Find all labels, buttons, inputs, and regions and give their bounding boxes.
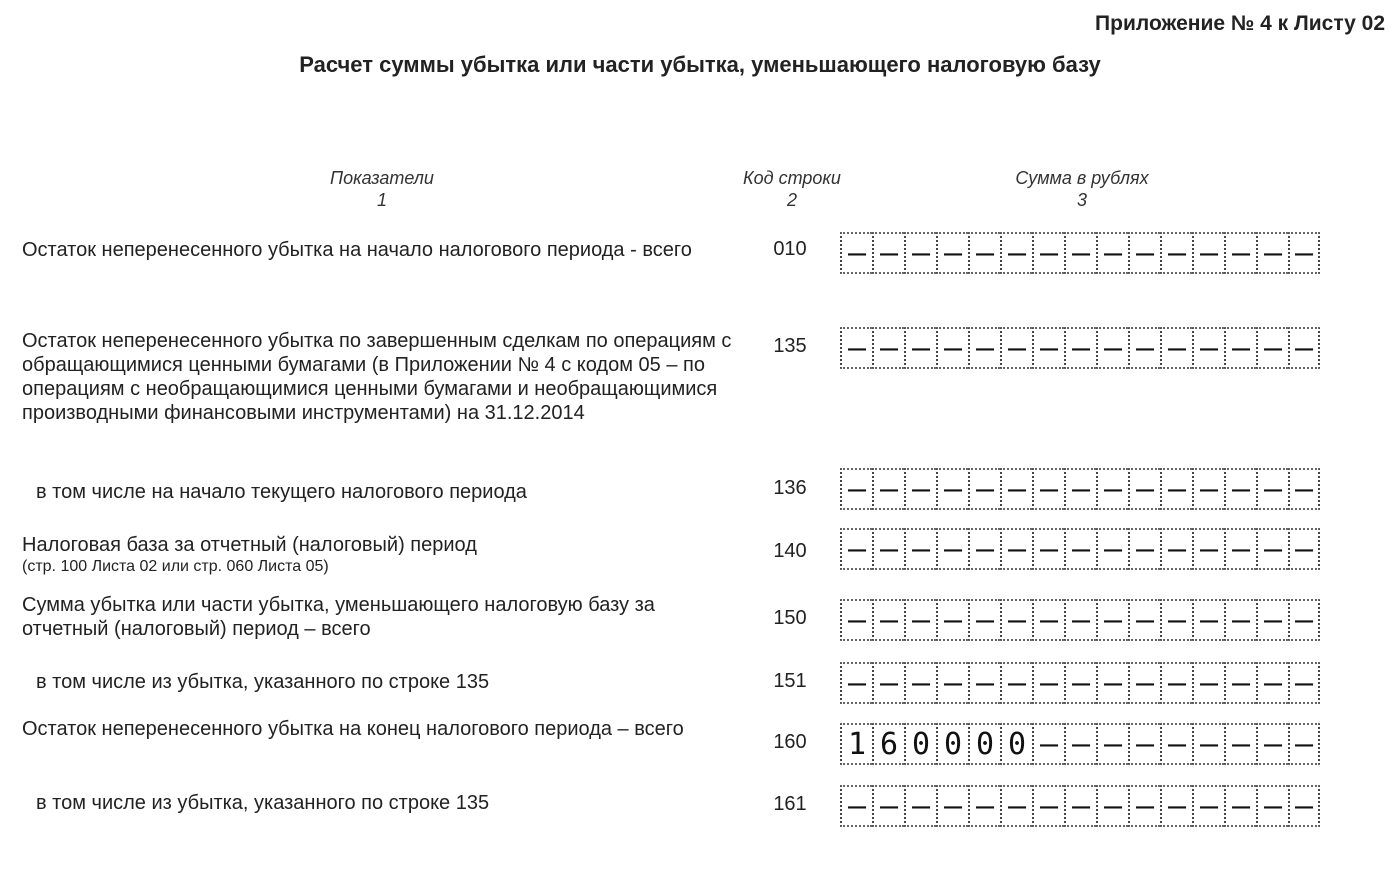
amount-cell[interactable] (840, 599, 872, 641)
row-label: в том числе из убытка, указанного по строке 135 (36, 671, 490, 693)
amount-cell[interactable] (1000, 599, 1032, 641)
amount-digit: – (1231, 235, 1251, 271)
amount-digit: – (1294, 235, 1314, 271)
amount-cell[interactable] (1128, 232, 1160, 274)
amount-digit: – (1135, 726, 1155, 762)
amount-digit: – (943, 330, 963, 366)
amount-cell[interactable] (904, 662, 936, 704)
amount-digit: – (1071, 471, 1091, 507)
amount-cell[interactable] (1128, 468, 1160, 510)
amount-digit: – (879, 330, 899, 366)
amount-digit: – (911, 471, 931, 507)
amount-cell[interactable] (936, 599, 968, 641)
amount-cell[interactable] (872, 327, 904, 369)
amount-digit: – (911, 330, 931, 366)
amount-cell[interactable] (1000, 723, 1032, 765)
amount-cell[interactable] (1128, 327, 1160, 369)
amount-cell[interactable] (1256, 785, 1288, 827)
amount-cell[interactable] (1192, 232, 1224, 274)
row-label: Остаток неперенесенного убытка на конец налогового периода – всего (22, 718, 684, 740)
amount-cell[interactable] (1224, 662, 1256, 704)
amount-cell[interactable] (1032, 232, 1064, 274)
amount-digit: – (1231, 726, 1251, 762)
amount-cell[interactable] (1288, 723, 1320, 765)
amount-digit: – (1231, 788, 1251, 824)
row-sublabel: (стр. 100 Листа 02 или стр. 060 Листа 05) (22, 558, 329, 575)
amount-cells[interactable] (840, 599, 1320, 643)
row-label (22, 533, 742, 577)
amount-cells[interactable] (840, 327, 1320, 371)
amount-cell[interactable] (1096, 785, 1128, 827)
amount-cell[interactable] (968, 232, 1000, 274)
amount-cell[interactable] (1160, 468, 1192, 510)
amount-cells[interactable] (840, 662, 1320, 706)
amount-cell[interactable] (1064, 327, 1096, 369)
amount-cell[interactable] (1256, 723, 1288, 765)
amount-digit: – (1231, 602, 1251, 638)
amount-cell[interactable] (904, 785, 936, 827)
amount-digit: – (847, 665, 867, 701)
amount-digit: – (911, 602, 931, 638)
amount-cell[interactable] (904, 327, 936, 369)
amount-cell[interactable] (1224, 327, 1256, 369)
amount-cell[interactable] (1192, 785, 1224, 827)
amount-cell[interactable] (1096, 662, 1128, 704)
amount-cell[interactable] (872, 785, 904, 827)
amount-digit: – (1103, 531, 1123, 567)
amount-digit: – (879, 788, 899, 824)
amount-cell[interactable] (1096, 232, 1128, 274)
amount-cell[interactable] (936, 232, 968, 274)
amount-cell[interactable] (1224, 599, 1256, 641)
amount-digit: – (1294, 531, 1314, 567)
amount-digit: 6 (879, 726, 899, 762)
amount-digit: – (975, 531, 995, 567)
amount-digit: – (1071, 788, 1091, 824)
amount-cell[interactable] (1000, 232, 1032, 274)
amount-cell[interactable] (1256, 232, 1288, 274)
amount-cell[interactable] (1192, 723, 1224, 765)
line-code: 160 (773, 731, 807, 753)
amount-cell[interactable] (1192, 662, 1224, 704)
amount-cell[interactable] (1192, 327, 1224, 369)
amount-cell[interactable] (968, 785, 1000, 827)
amount-digit: – (1263, 235, 1283, 271)
row-label: в том числе из убытка, указанного по строке 135 (36, 792, 490, 814)
amount-digit: – (1294, 665, 1314, 701)
appendix-reference: Приложение № 4 к Листу 02 (1095, 12, 1385, 35)
column-number: 2 (786, 190, 797, 210)
amount-cell[interactable] (1000, 327, 1032, 369)
amount-cell[interactable] (840, 468, 872, 510)
amount-digit: – (1199, 531, 1219, 567)
amount-digit: – (847, 602, 867, 638)
amount-cell[interactable] (1224, 528, 1256, 570)
amount-cell[interactable] (936, 468, 968, 510)
amount-digit: – (1231, 330, 1251, 366)
amount-cell[interactable] (840, 327, 872, 369)
amount-digit: – (1007, 235, 1027, 271)
amount-cell[interactable] (840, 528, 872, 570)
amount-cell[interactable] (840, 662, 872, 704)
column-title: Сумма в рублях (1015, 168, 1149, 188)
column-header-line-code (712, 167, 872, 211)
amount-digit: – (975, 235, 995, 271)
amount-cell[interactable] (1160, 785, 1192, 827)
amount-digit: – (1135, 235, 1155, 271)
amount-digit: – (1263, 602, 1283, 638)
amount-digit: – (1167, 665, 1187, 701)
amount-digit: 0 (911, 726, 931, 762)
amount-cell[interactable] (1032, 327, 1064, 369)
row-label: Остаток неперенесенного убытка на начало налогового периода - всего (22, 239, 692, 261)
column-header-amount (982, 167, 1182, 211)
amount-cell[interactable] (1096, 599, 1128, 641)
amount-cell[interactable] (968, 723, 1000, 765)
amount-digit: – (1103, 788, 1123, 824)
row-label: Сумма убытка или части убытка, уменьшающего налоговую базу за отчетный (налоговый) период – всего (22, 594, 655, 640)
line-code: 150 (773, 607, 807, 629)
amount-digit: – (1071, 726, 1091, 762)
amount-digit: – (1263, 531, 1283, 567)
amount-cells[interactable] (840, 232, 1320, 276)
amount-digit: – (1167, 471, 1187, 507)
amount-digit: – (879, 665, 899, 701)
amount-digit: – (943, 788, 963, 824)
amount-digit: – (1039, 665, 1059, 701)
amount-digit: – (1135, 330, 1155, 366)
amount-cell[interactable] (968, 599, 1000, 641)
amount-digit: – (975, 330, 995, 366)
amount-digit: – (1007, 531, 1027, 567)
row-label: в том числе на начало текущего налогового периода (36, 481, 527, 503)
amount-digit: – (1167, 531, 1187, 567)
amount-digit: – (943, 471, 963, 507)
amount-digit: – (911, 531, 931, 567)
amount-cell[interactable] (1160, 723, 1192, 765)
amount-cell[interactable] (872, 723, 904, 765)
amount-cell[interactable] (904, 468, 936, 510)
amount-cell[interactable] (1224, 468, 1256, 510)
amount-cell[interactable] (872, 232, 904, 274)
amount-digit: – (1199, 471, 1219, 507)
column-number: 3 (1076, 190, 1087, 210)
amount-cell[interactable] (1032, 723, 1064, 765)
amount-cell[interactable] (968, 327, 1000, 369)
amount-digit: – (1071, 330, 1091, 366)
amount-digit: – (879, 235, 899, 271)
amount-cell[interactable] (1032, 662, 1064, 704)
amount-digit: – (1263, 471, 1283, 507)
amount-cell[interactable] (1256, 528, 1288, 570)
amount-digit: 1 (847, 726, 867, 762)
amount-digit: – (1103, 471, 1123, 507)
amount-digit: – (1167, 726, 1187, 762)
line-code: 136 (773, 477, 807, 499)
amount-digit: – (1039, 531, 1059, 567)
amount-digit: – (1071, 531, 1091, 567)
amount-digit: – (1071, 665, 1091, 701)
amount-digit: – (879, 602, 899, 638)
amount-digit: – (1135, 602, 1155, 638)
amount-digit: – (1294, 602, 1314, 638)
amount-digit: – (943, 602, 963, 638)
amount-digit: – (1263, 330, 1283, 366)
amount-cell[interactable] (1000, 528, 1032, 570)
amount-cell[interactable] (1224, 785, 1256, 827)
amount-cell[interactable] (840, 785, 872, 827)
row-label: Остаток неперенесенного убытка по завершенным сделкам по операциям с обращающимися ценными бумагами (в Приложении № 4 с кодом 05 – по операциям с необращающимися ценными бумагами и необращающимися производными финансовыми инструментами) на 31.12.2014 (22, 330, 732, 424)
amount-digit: – (1199, 330, 1219, 366)
amount-digit: – (1039, 602, 1059, 638)
amount-cell[interactable] (1064, 232, 1096, 274)
amount-digit: – (1103, 330, 1123, 366)
amount-cell[interactable] (1128, 662, 1160, 704)
line-code: 135 (773, 335, 807, 357)
amount-digit: – (1071, 602, 1091, 638)
amount-cell[interactable] (1224, 232, 1256, 274)
amount-cell[interactable] (1192, 599, 1224, 641)
amount-cell[interactable] (1288, 327, 1320, 369)
amount-cell[interactable] (1256, 599, 1288, 641)
amount-cell[interactable] (872, 468, 904, 510)
amount-cell[interactable] (936, 662, 968, 704)
amount-cell[interactable] (1032, 785, 1064, 827)
amount-cell[interactable] (1192, 468, 1224, 510)
amount-cell[interactable] (968, 528, 1000, 570)
amount-digit: – (1103, 665, 1123, 701)
amount-digit: – (1263, 665, 1283, 701)
amount-cell[interactable] (1128, 785, 1160, 827)
amount-digit: – (1263, 726, 1283, 762)
amount-digit: – (1167, 788, 1187, 824)
amount-digit: – (847, 235, 867, 271)
amount-cell[interactable] (1096, 528, 1128, 570)
amount-digit: – (911, 788, 931, 824)
amount-cell[interactable] (904, 599, 936, 641)
amount-cell[interactable] (1288, 785, 1320, 827)
amount-digit: – (1167, 602, 1187, 638)
amount-cell[interactable] (840, 232, 872, 274)
amount-cell[interactable] (1000, 785, 1032, 827)
amount-digit: – (847, 471, 867, 507)
amount-digit: – (1167, 330, 1187, 366)
amount-digit: – (975, 665, 995, 701)
amount-cell[interactable] (1160, 599, 1192, 641)
amount-cells[interactable] (840, 723, 1320, 767)
amount-cell[interactable] (1224, 723, 1256, 765)
amount-digit: – (911, 235, 931, 271)
column-title: Показатели (330, 168, 434, 188)
amount-cell[interactable] (1160, 232, 1192, 274)
amount-cell[interactable] (1032, 528, 1064, 570)
amount-digit: – (847, 330, 867, 366)
column-title: Код строки (743, 168, 841, 188)
amount-digit: – (1135, 531, 1155, 567)
amount-cell[interactable] (1128, 599, 1160, 641)
amount-cell[interactable] (1096, 468, 1128, 510)
amount-digit: – (879, 531, 899, 567)
amount-cell[interactable] (1192, 528, 1224, 570)
amount-cell[interactable] (904, 723, 936, 765)
amount-digit: 0 (1007, 726, 1027, 762)
amount-digit: – (1263, 788, 1283, 824)
amount-cell[interactable] (1064, 599, 1096, 641)
amount-cell[interactable] (1128, 528, 1160, 570)
amount-digit: – (1007, 330, 1027, 366)
amount-digit: – (1135, 471, 1155, 507)
amount-cells[interactable] (840, 468, 1320, 512)
row-label-text: Налоговая база за отчетный (налоговый) период (22, 534, 477, 556)
amount-digit: – (1007, 602, 1027, 638)
amount-digit: – (879, 471, 899, 507)
amount-cell[interactable] (1256, 327, 1288, 369)
amount-cell[interactable] (1096, 327, 1128, 369)
column-header-indicators (282, 167, 482, 211)
amount-cell[interactable] (1288, 599, 1320, 641)
amount-cell[interactable] (1096, 723, 1128, 765)
amount-cell[interactable] (936, 528, 968, 570)
amount-digit: – (1294, 471, 1314, 507)
amount-digit: 0 (943, 726, 963, 762)
amount-cell[interactable] (968, 662, 1000, 704)
amount-digit: – (1039, 471, 1059, 507)
amount-digit: – (975, 788, 995, 824)
amount-cell[interactable] (1064, 785, 1096, 827)
line-code: 140 (773, 540, 807, 562)
amount-digit: – (1039, 235, 1059, 271)
amount-digit: – (1294, 330, 1314, 366)
amount-cell[interactable] (904, 528, 936, 570)
amount-digit: – (1007, 665, 1027, 701)
amount-digit: – (1199, 602, 1219, 638)
amount-cell[interactable] (1288, 468, 1320, 510)
amount-cell[interactable] (1288, 528, 1320, 570)
amount-cell[interactable] (1256, 468, 1288, 510)
amount-digit: – (1039, 330, 1059, 366)
amount-cell[interactable] (968, 468, 1000, 510)
amount-digit: – (1135, 788, 1155, 824)
amount-cell[interactable] (1160, 528, 1192, 570)
amount-digit: 0 (975, 726, 995, 762)
amount-digit: – (1199, 726, 1219, 762)
amount-cell[interactable] (1128, 723, 1160, 765)
amount-digit: – (1071, 235, 1091, 271)
amount-cell[interactable] (1000, 468, 1032, 510)
amount-digit: – (1231, 531, 1251, 567)
amount-digit: – (1294, 788, 1314, 824)
amount-cell[interactable] (1064, 468, 1096, 510)
amount-digit: – (911, 665, 931, 701)
amount-digit: – (847, 788, 867, 824)
amount-cells[interactable] (840, 785, 1320, 829)
amount-digit: – (1103, 726, 1123, 762)
amount-digit: – (943, 531, 963, 567)
amount-cell[interactable] (1000, 662, 1032, 704)
amount-cell[interactable] (872, 599, 904, 641)
amount-digit: – (1135, 665, 1155, 701)
amount-cell[interactable] (904, 232, 936, 274)
amount-cell[interactable] (1160, 662, 1192, 704)
amount-digit: – (1007, 788, 1027, 824)
amount-cell[interactable] (1032, 599, 1064, 641)
amount-cell[interactable] (1288, 232, 1320, 274)
amount-cell[interactable] (936, 785, 968, 827)
amount-digit: – (1167, 235, 1187, 271)
amount-digit: – (1294, 726, 1314, 762)
amount-digit: – (1231, 471, 1251, 507)
amount-digit: – (975, 471, 995, 507)
amount-cell[interactable] (872, 662, 904, 704)
amount-digit: – (1199, 665, 1219, 701)
amount-cell[interactable] (1032, 468, 1064, 510)
amount-digit: – (847, 531, 867, 567)
amount-digit: – (1199, 235, 1219, 271)
amount-cell[interactable] (1256, 662, 1288, 704)
amount-cell[interactable] (936, 327, 968, 369)
amount-digit: – (1103, 602, 1123, 638)
amount-digit: – (1007, 471, 1027, 507)
line-code: 151 (773, 670, 807, 692)
line-code: 161 (773, 793, 807, 815)
amount-digit: – (1039, 788, 1059, 824)
amount-cell[interactable] (1064, 528, 1096, 570)
amount-cell[interactable] (1288, 662, 1320, 704)
amount-cell[interactable] (872, 528, 904, 570)
page-title: Расчет суммы убытка или части убытка, уменьшающего налоговую базу (299, 52, 1101, 77)
column-number: 1 (376, 190, 387, 210)
amount-cell[interactable] (1160, 327, 1192, 369)
amount-cell[interactable] (1064, 662, 1096, 704)
amount-digit: – (943, 235, 963, 271)
amount-digit: – (975, 602, 995, 638)
amount-digit: – (1103, 235, 1123, 271)
amount-cell[interactable] (936, 723, 968, 765)
amount-digit: – (1039, 726, 1059, 762)
amount-digit: – (1199, 788, 1219, 824)
amount-cell[interactable] (840, 723, 872, 765)
amount-digit: – (943, 665, 963, 701)
amount-digit: – (1231, 665, 1251, 701)
amount-cell[interactable] (1064, 723, 1096, 765)
amount-cells[interactable] (840, 528, 1320, 572)
line-code: 010 (773, 238, 807, 260)
